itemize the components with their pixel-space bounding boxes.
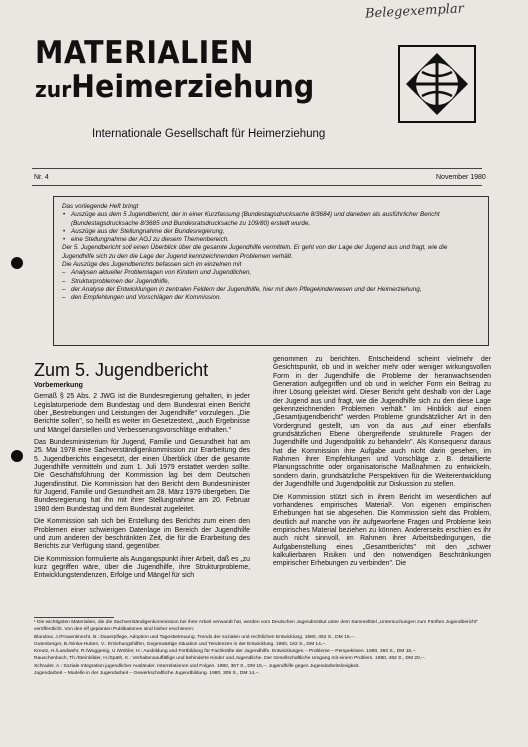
paragraph: Gemäß § 25 Abs. 2 JWG ist die Bundesregierung gehalten, in jeder Legislaturperiode dem Bundestag und dem Bundesrat einen Bericht über „Bestrebungen und Leistungen der Jugendhilfe" vorzulegen. „Die Berichte sollen", so heißt es weiter im Gesetzestext, „auch Ergebnisse und Mängel darstellen und Verbesserungsvorschläge enthalten." [34,393,250,434]
publisher-subtitle: Internationale Gesellschaft für Heimerziehung [92,128,326,140]
section-subheading: Vorbemerkung [34,382,83,389]
handwritten-annotation: Belegexemplar [364,1,465,22]
box-bullet-list [62,211,480,244]
paragraph: Das Bundesministerium für Jugend, Familie und Gesundheit hat am 25. Mai 1978 eine Sachverständigenkommission zur Erarbeitung des 5. Jugendberichts eingesetzt, der einen Überblick über die gesamte Jugendhilfe vermitteln und zum 1. Juli 1979 erstattet werden sollte. Die Geschäftsführung der Kommission lag bei dem Deutschen Jugendinstitut. Die Kommission hat den Bericht dem Bundesminister für Jugend, Familie und Gesundheit am 28. März 1979 übergeben. Die Bundesregierung hat ihn mit ihrer Stellungnahme am 20. Februar 1980 dem Bundestag und dem Bundesrat zugeleitet. [34,439,250,513]
paragraph: Die Kommission sah sich bei Erstellung des Berichts zum einen den Problemen einer schwierigen Datenlage im Bereich der Jugendhilfe und zum anderen der beschränkten Zeit, die für die Erarbeitung des Berichts zur Verfügung stand, gegenüber. [34,518,250,551]
box-bullet-item: • Auszüge aus dem 5 Jugendbericht, der in einer Kurzfassung (Bundestagsdrucksache 8/3684) und daneben als ausführlicher Bericht (Bundestagsdrucksache 8/3685 und Bundesratsdrucksache zu 109/80) erstellt wurde, [62,211,480,228]
paragraph: Die Kommission stützt sich in ihrem Bericht im wesentlichen auf vorhandenes empirisches Material¹. Von eigenen empirischen Erhebungen hat sie abgesehen. Die Kommission sieht das Problem, deutlich auf manche von ihr aufgeworfene Fragen und Probleme kein empirisches Material beziehen zu können. Andererseits erschien es ihr auch nicht sinnvoll, im Rahmen ihrer Arbeitsbedingungen, die Aufgabenstellung eines „Gesamtberichts" mit den „schwer kalkulierbaren Risiken und den notwendigen Beschränkungen empirischer Erhebungen zu verbinden". Die [273,493,491,568]
issue-date: November 1980 [436,174,486,181]
footnote-line: Jugendarbeit – Modelle in der Jugendarbeit – Gewerkschaftliche Jugendbildung. 1980, 309 S., DM 14,–. [34,671,260,677]
box-dash-item: – der Analyse der Entwicklungen in zentralen Feldern der Jugendhilfe, hier mit dem Pflegekinderwesen und der Heimerziehung, [62,286,480,294]
footnote-line: Blandow, J./Frauenknecht, B.: Dauerpflege, Adoption und Tagesbetreuung. Trends der sozialen und rechtlichen Entwicklung. 1980, 352 S., DM 15,–. [34,634,355,640]
footnote-line: Rauschenbach, Th./Steinbilder, H./Späth, K.: Verhaltensauffällige und behinderte Kinder und Jugendliche. Der Gesellschaftliche Umgang mit einem Problem. 1980, 482 S., DM 20,–. [34,656,426,662]
issue-number: Nr. 4 [34,174,49,181]
box-dash-item: – den Empfehlungen und Vorschlägen der Kommission. [62,294,480,302]
paragraph: genommen zu berichten. Entscheidend scheint vielmehr der Gesichtspunkt, ob und in welcher mehr oder weniger wirkungsvollen Form in der Jugendhilfe die Probleme der heranwachsenden Generation aufgegriffen und ob und in welcher Form ein Beitrag zu ihrer Lösung geleistet wird. Dieser Bericht geht deshalb von der Lage der Jugend aus und fragt, wie die Jugendhilfe sich zu den diese Lage gekennzeichnenden Problemen verhält." Im Hinblick auf einen „Gesamtjugendbericht" werden Probleme grundsätzlicher Art in den Vordergrund gestellt, um von da aus „auf einer ebenfalls grundsätzlichen Ebene übergreifende strukturelle Fragen der Jugendhilfe und Jugendpolitik zu behandeln". Als Konsequenz daraus hat die Kommission ihre Aufgabe auch nicht darin gesehen, im Rahmen ihrer Empfehlungen und Vorschläge z. B. detaillierte Planungsschritte oder organisatorische Maßnahmen zu entwickeln, sondern darin, grundsätzliche Perspektiven für die Weiterentwicklung der Jugendhilfe und Jugendpolitik zur Diskussion zu stellen. [273,356,491,489]
footnotes [34,619,494,677]
masthead-zur: zur [35,78,72,103]
box-bullet-item: • eine Stellungnahme der AGJ zu diesem Themenbereich. [62,236,480,244]
masthead-heimerziehung: Heimerziehung [71,69,315,105]
box-paragraph-2: Die Auszüge des Jugendberichts befassen sich im einzelnen mit [62,261,242,269]
footnote-line: Gutenberger, B./Sinka-Hutten, V.: Erziehungshilfen, Gegenwärtige Situation und Tendenzen in der Entwicklung. 1980, 162 S., DM 14,–. [34,641,327,647]
punch-hole [11,450,23,462]
header-rule-top [32,168,482,169]
paragraph: Die Kommission formulierte als Ausgangspunkt ihrer Arbeit, daß es „zu kurz gegriffen wäre, über die Jugendhilfe, ihre Strukturprobleme, Entwicklungstendenzen, Erfolge und Mängel für sich [34,555,250,580]
footnote-rule [34,617,114,618]
masthead-line1: MATERIALIEN [35,35,255,71]
contents-box [53,196,489,346]
article-heading: Zum 5. Jugendbericht [34,360,209,380]
masthead-line2 [35,69,315,106]
footnote-line: Schrader, A.: Soziale Integration jugendlicher Ausländer. Interrelationen und Folgen. 1980, 367 S., DM 15,–. Jugendhilfe gegen Jugendarbeitslosigkeit. [34,663,360,669]
box-paragraph: Der 5. Jugendbericht soll einen Überblick über die gesamte Jugendhilfe vermitteln. Er geht von der Lage der Jugend aus und fragt, wie die Jugendhilfe sich zu den die Lage der Jugend kennzeichnenden Problemen verhält. [62,244,448,260]
box-dash-item: – Strukturproblemen der Jugendhilfe, [62,278,480,286]
header-rule-bottom [32,185,482,186]
text-column-right [273,356,491,573]
box-dash-list [62,269,480,302]
footnote-line: Kreutz, H./Landwehr, R./Wuggenig, U./Wohler, H.: Ausbildung und Fortbildung für Fachkräfte der Jugendhilfe. Entwicklungen – Probleme – Perspektiven. 1980, 350 S., DM 15,–. [34,649,417,655]
text-column-left [34,382,250,585]
punch-hole [11,257,23,269]
footnote-line: ¹ Die wichtigsten Materialien, die die Sachverständigenkommission bei ihrer Arbeit verwandt hat, werden vom Deutschen Jugendinstitut unter dem Sammeltitel „Untersuchungen zum Fünften Jugendbericht" veröffentlicht. Von den elf geplanten Publikationen sind bisher erschienen: [34,620,479,633]
box-dash-item: – Analysen aktueller Problemlagen von Kindern und Jugendlichen, [62,269,480,277]
society-logo-icon [398,45,476,123]
box-bullet-item: • Auszüge aus der Stellungnahme der Bundesregierung, [62,228,480,236]
box-intro: Das vorliegende Heft bringt [62,203,139,210]
